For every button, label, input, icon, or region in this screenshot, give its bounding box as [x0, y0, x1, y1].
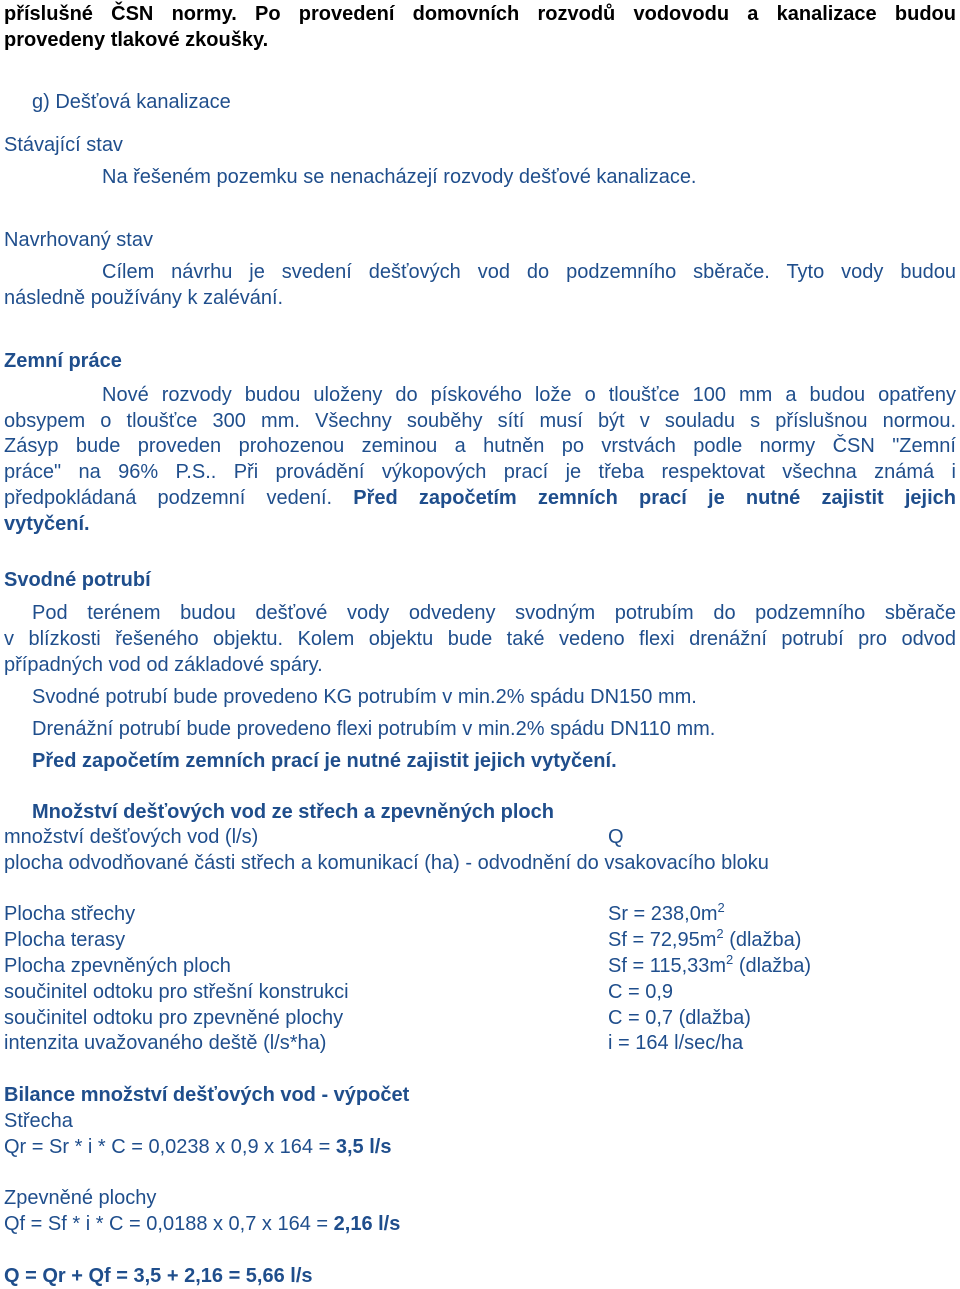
- param-label: součinitel odtoku pro zpevněné plochy: [4, 1007, 344, 1029]
- quantity-title: Množství dešťových vod ze střech a zpevněných ploch: [32, 801, 554, 823]
- earthworks-line-4: práce" na 96% P.S.. Při provádění výkopových prací je třeba respektovat všechna známá i: [4, 461, 956, 483]
- param-value-suffix: (dlažba): [733, 955, 812, 977]
- param-value-sup: 2: [717, 900, 725, 915]
- roof-result: 3,5 l/s: [335, 1136, 392, 1158]
- param-value: [608, 954, 811, 979]
- param-value-text: Sf = 115,33m: [608, 955, 727, 977]
- param-value-text: Sr = 238,0m: [608, 903, 718, 925]
- paved-formula-text: Qf = Sf * i * C = 0,0188 x 0,7 x 164 =: [4, 1213, 334, 1235]
- param-label: Plocha zpevněných ploch: [4, 955, 231, 977]
- param-label: Plocha terasy: [4, 929, 126, 951]
- param-value-sup: 2: [716, 926, 724, 941]
- q-symbol: Q: [608, 826, 624, 848]
- earthworks-line-1: Nové rozvody budou uloženy do pískového lože o tloušťce 100 mm a budou opatřeny: [102, 384, 956, 406]
- param-value: C = 0,9: [608, 981, 674, 1003]
- q-label: množství dešťových vod (l/s): [4, 826, 259, 848]
- area-line: plocha odvodňované části střech a komunikací (ha) - odvodnění do vsakovacího bloku: [4, 852, 769, 874]
- param-value-suffix: (dlažba): [723, 929, 802, 951]
- intro-line-1: příslušné ČSN normy. Po provedení domovních rozvodů vodovodu a kanalizace budou: [4, 3, 956, 25]
- paved-label: Zpevněné plochy: [4, 1187, 157, 1209]
- drainage-line-3: případných vod od základové spáry.: [4, 654, 323, 676]
- roof-formula-text: Qr = Sr * i * C = 0,0238 x 0,9 x 164 =: [4, 1136, 336, 1158]
- proposed-state-line-2: následně používány k zalévání.: [4, 287, 284, 309]
- param-value-sup: 2: [726, 952, 734, 967]
- current-state-text: Na řešeném pozemku se nenacházejí rozvody dešťové kanalizace.: [102, 166, 697, 188]
- drainage-line-2: v blízkosti řešeného objektu. Kolem objektu bude také vedeno flexi drenážní potrubí pro odvod: [4, 628, 956, 650]
- kg-pipe-spec: Svodné potrubí bude provedeno KG potrubím v min.2% spádu DN150 mm.: [32, 686, 697, 708]
- roof-label: Střecha: [4, 1110, 73, 1132]
- current-state-title: Stávající stav: [4, 134, 123, 156]
- drainage-title: Svodné potrubí: [4, 569, 151, 591]
- proposed-state-title: Navrhovaný stav: [4, 229, 153, 251]
- param-label: součinitel odtoku pro střešní konstrukci: [4, 981, 349, 1003]
- proposed-state-line-1: Cílem návrhu je svedení dešťových vod do podzemního sběrače. Tyto vody budou: [102, 261, 956, 283]
- param-value: i = 164 l/sec/ha: [608, 1032, 744, 1054]
- total-result: Q = Qr + Qf = 3,5 + 2,16 = 5,66 l/s: [4, 1265, 313, 1287]
- earthworks-line-5: [4, 486, 956, 511]
- balance-title: Bilance množství dešťových vod - výpočet: [4, 1084, 410, 1106]
- paved-formula: [4, 1212, 400, 1237]
- earthworks-warning: Před započetím zemních prací je nutné zajistit jejich: [353, 487, 957, 509]
- intro-line-2: provedeny tlakové zkoušky.: [4, 29, 269, 51]
- earthworks-line-2: obsypem o tloušťce 300 mm. Všechny souběhy sítí musí být v souladu s příslušnou normou.: [4, 410, 956, 432]
- param-value: C = 0,7 (dlažba): [608, 1007, 751, 1029]
- flexi-pipe-spec: Drenážní potrubí bude provedeno flexi potrubím v min.2% spádu DN110 mm.: [32, 718, 716, 740]
- earthworks-line-3: Zásyp bude proveden prohozenou zeminou a hutněn po vrstvách podle normy ČSN "Zemní: [4, 435, 956, 457]
- param-value: [608, 928, 801, 953]
- param-label: Plocha střechy: [4, 903, 136, 925]
- param-value: [608, 902, 725, 927]
- param-value-text: Sf = 72,95m: [608, 929, 717, 951]
- drainage-line-1: Pod terénem budou dešťové vody odvedeny svodným potrubím do podzemního sběrače: [32, 602, 956, 624]
- earthworks-title: Zemní práce: [4, 350, 122, 372]
- drainage-warning: Před započetím zemních prací je nutné zajistit jejich vytyčení.: [32, 750, 617, 772]
- paved-result: 2,16 l/s: [333, 1213, 401, 1235]
- section-g-heading: g) Dešťová kanalizace: [32, 91, 231, 113]
- earthworks-line-6: vytyčení.: [4, 513, 90, 535]
- earthworks-line-5-plain: předpokládaná podzemní vedení.: [4, 487, 333, 509]
- param-label: intenzita uvažovaného deště (l/s*ha): [4, 1032, 327, 1054]
- roof-formula: [4, 1135, 391, 1160]
